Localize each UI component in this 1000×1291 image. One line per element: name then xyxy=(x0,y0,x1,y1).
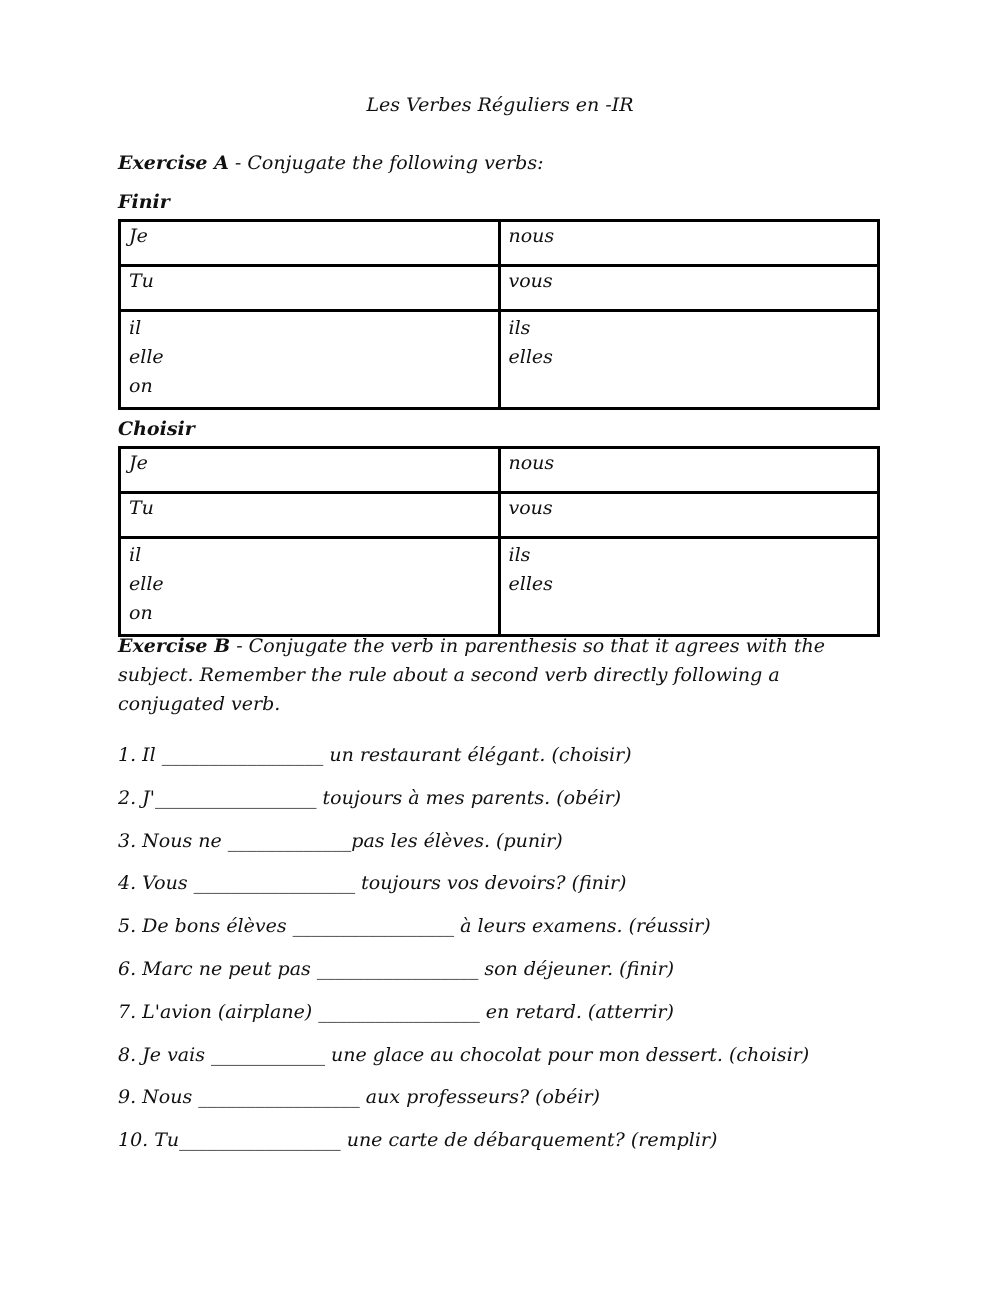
exercise-a-instruction: - Conjugate the following verbs: xyxy=(228,152,544,174)
list-item: 9. Nous _________________ aux professeurs? (obéir) xyxy=(118,1086,600,1109)
table-cell xyxy=(499,311,879,409)
list-item: 1. Il _________________ un restaurant élégant. (choisir) xyxy=(118,744,632,766)
page-title: Les Verbes Réguliers en -IR xyxy=(366,94,634,116)
exercise-b-heading xyxy=(118,632,838,719)
list-item: 4. Vous _________________ toujours vos devoirs? (finir) xyxy=(118,872,627,895)
table-cell xyxy=(499,538,879,636)
exercise-a-label: Exercise A xyxy=(118,152,229,174)
table-row xyxy=(120,221,879,266)
pronoun-elles: elles xyxy=(508,346,553,368)
table-cell xyxy=(499,266,879,311)
pronoun-vous: vous xyxy=(508,270,553,292)
table-row xyxy=(120,493,879,538)
pronoun-elle: elle xyxy=(129,573,164,595)
table-cell xyxy=(120,538,500,636)
pronoun-ils: ils xyxy=(508,544,531,566)
pronoun-elle: elle xyxy=(129,346,164,368)
pronoun-on: on xyxy=(129,602,153,624)
table-cell xyxy=(120,221,500,266)
list-item: 10. Tu_________________ une carte de débarquement? (remplir) xyxy=(118,1129,718,1152)
pronoun-on: on xyxy=(129,375,153,397)
pronoun-tu: Tu xyxy=(129,270,154,292)
table-cell xyxy=(120,311,500,409)
exercise-a-heading xyxy=(118,152,543,174)
list-item: 8. Je vais ____________ une glace au chocolat pour mon dessert. (choisir) xyxy=(118,1043,810,1066)
pronoun-vous: vous xyxy=(508,497,553,519)
pronoun-je: Je xyxy=(129,452,148,474)
exercise-b-list xyxy=(118,740,938,1168)
table-cell xyxy=(499,493,879,538)
list-item: 6. Marc ne peut pas _________________ son déjeuner. (finir) xyxy=(118,957,675,980)
table-cell xyxy=(120,266,500,311)
list-item: 2. J'_________________ toujours à mes parents. (obéir) xyxy=(118,786,622,809)
list-item: 7. L'avion (airplane) _________________ en retard. (atterrir) xyxy=(118,1000,674,1023)
pronoun-nous: nous xyxy=(508,452,555,474)
table-row xyxy=(120,538,879,636)
pronoun-il: il xyxy=(129,544,142,566)
verb-label-finir: Finir xyxy=(118,191,170,213)
table-cell xyxy=(120,493,500,538)
pronoun-il: il xyxy=(129,317,142,339)
verb-label-choisir: Choisir xyxy=(118,418,195,440)
exercise-b-label: Exercise B xyxy=(118,635,231,657)
table-cell xyxy=(499,448,879,493)
list-item: 5. De bons élèves _________________ à leurs examens. (réussir) xyxy=(118,915,711,938)
pronoun-tu: Tu xyxy=(129,497,154,519)
table-row xyxy=(120,266,879,311)
table-row xyxy=(120,311,879,409)
pronoun-je: Je xyxy=(129,225,148,247)
exercise-b-instruction: - Conjugate the verb in parenthesis so that it agrees with the subject. Remember the rule about a second verb directly following a conjugated verb. xyxy=(118,635,826,715)
list-item: 3. Nous ne _____________pas les élèves. (punir) xyxy=(118,829,563,852)
pronoun-ils: ils xyxy=(508,317,531,339)
conjugation-table-finir xyxy=(118,219,880,410)
pronoun-elles: elles xyxy=(508,573,553,595)
conjugation-table-choisir xyxy=(118,446,880,637)
table-row xyxy=(120,448,879,493)
table-cell xyxy=(499,221,879,266)
table-cell xyxy=(120,448,500,493)
pronoun-nous: nous xyxy=(508,225,555,247)
